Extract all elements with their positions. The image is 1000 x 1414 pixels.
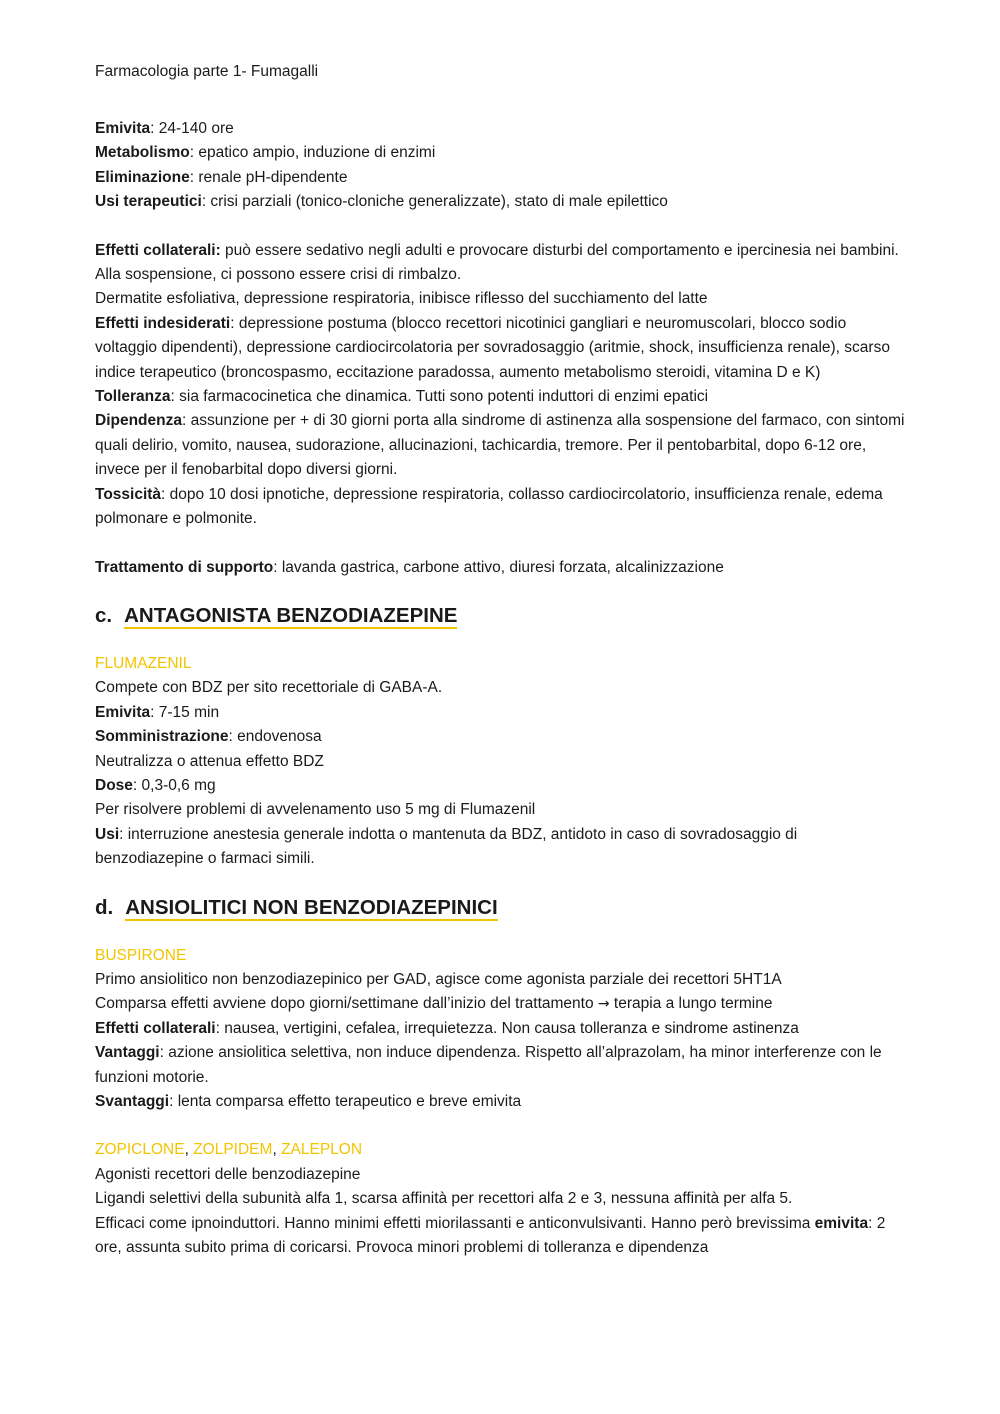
drug-name-zopiclone: ZOPICLONE (95, 1141, 185, 1159)
field-label: Vantaggi (95, 1044, 160, 1062)
field-value: : 24-140 ore (150, 120, 234, 137)
field-label: Somministrazione (95, 728, 229, 746)
emivita-line (95, 117, 905, 141)
field-value: : azione ansiolitica selettiva, non induce dipendenza. Rispetto all’alprazolam, ha minor interferenze con le funzioni motorie. (95, 1044, 882, 1086)
field-value: : crisi parziali (tonico-cloniche generalizzate), stato di male epilettico (201, 193, 668, 211)
section-heading-d (95, 894, 905, 922)
field-label: Tolleranza (95, 388, 171, 406)
trattamento-line (95, 556, 905, 580)
eliminazione-line (95, 166, 905, 190)
effetti-collaterali-paragraph (95, 239, 905, 288)
field-label: Svantaggi (95, 1093, 170, 1110)
efficaci-paragraph (95, 1212, 905, 1261)
primo-line: Primo ansiolitico non benzodiazepinico per GAD, agisce come agonista parziale dei recettori 5HT1A (95, 970, 782, 988)
section-title: ANSIOLITICI NON BENZODIAZEPINICI (125, 895, 498, 919)
drug-names-z-drugs (95, 1138, 905, 1162)
avvelenamento-line: Per risolvere problemi di avvelenamento uso 5 mg di Flumazenil (95, 801, 536, 819)
field-value: : interruzione anestesia generale indotta o mantenuta da BDZ, antidoto in caso di sovradosaggio di benzodiazepine o farmaci simili. (95, 825, 798, 868)
field-label: Emivita (95, 703, 151, 721)
comparsa-line (95, 992, 905, 1016)
dipendenza-paragraph (95, 409, 905, 482)
field-label: Tossicità (95, 485, 162, 503)
field-label: Usi terapeutici (95, 193, 202, 211)
comparsa-text: Comparsa effetti avviene dopo giorni/settimane dall’inizio del trattamento (95, 995, 598, 1013)
comparsa-text-end: terapia a lungo termine (609, 995, 773, 1013)
svantaggi-line (95, 1090, 905, 1114)
field-value: : dopo 10 dosi ipnotiche, depressione respiratoria, collasso cardiocircolatorio, insufficienza renale, edema polmonare e polmonite. (95, 485, 883, 528)
emivita-line (95, 701, 905, 725)
section-letter: c. (95, 603, 113, 627)
somministrazione-line (95, 725, 905, 749)
field-value: : renale pH-dipendente (189, 168, 348, 186)
field-label: Trattamento di supporto (95, 558, 274, 576)
field-label: Effetti collaterali (95, 1019, 216, 1037)
field-value: : nausea, vertigini, cefalea, irrequietezza. Non causa tolleranza e sindrome astinenza (215, 1019, 799, 1037)
effetti-collaterali-line (95, 1017, 905, 1041)
section-letter: d. (95, 895, 114, 919)
separator: , (272, 1141, 282, 1159)
tossicita-paragraph (95, 483, 905, 532)
drug-name-zaleplon: ZALEPLON (281, 1141, 363, 1159)
agonisti-line: Agonisti recettori delle benzodiazepine (95, 1165, 361, 1183)
vantaggi-paragraph (95, 1041, 905, 1090)
field-value: : 0,3-0,6 mg (132, 776, 216, 794)
drug-name-flumazenil: FLUMAZENIL (95, 654, 192, 672)
ligandi-line: Ligandi selettivi della subunità alfa 1, scarsa affinità per recettori alfa 2 e 3, nessuna affinità per alfa 5. (95, 1190, 793, 1208)
field-label: Eliminazione (95, 168, 190, 186)
field-label: Dipendenza (95, 412, 182, 430)
field-label: Emivita (95, 120, 151, 137)
field-value: : 2 ore, assunta subito prima di coricarsi. Provoca minori problemi di tolleranza e dipendenza (95, 1214, 886, 1257)
field-value: : depressione postuma (blocco recettori nicotinici gangliari e neuromuscolari, blocco sodio voltaggio dipendenti), depressione cardiocircolatoria per sovradosaggio (aritmie, shock, insufficienza renale), scarso indice terapeutico (broncospasmo, eccitazione paradossa, aumento metabolismo steroidi, vitamina D e K) (95, 314, 890, 381)
field-label: Effetti indesiderati (95, 314, 231, 332)
field-value: : 7-15 min (150, 703, 220, 721)
field-label: Usi (95, 825, 120, 843)
drug-name-zolpidem: ZOLPIDEM (193, 1141, 273, 1159)
field-label: Effetti collaterali: (95, 241, 221, 259)
neutralizza-line: Neutralizza o attenua effetto BDZ (95, 752, 324, 770)
field-value: può essere sedativo negli adulti e provocare disturbi del comportamento e ipercinesia nei bambini. Alla sospensione, ci possono essere crisi di rimbalzo. (95, 241, 899, 284)
field-value: : epatico ampio, induzione di enzimi (189, 144, 436, 162)
metabolismo-line (95, 141, 905, 165)
field-value: : lavanda gastrica, carbone attivo, diuresi forzata, alcalinizzazione (273, 558, 724, 576)
usi-terapeutici-line (95, 190, 905, 214)
field-label: Metabolismo (95, 144, 190, 162)
field-value: : endovenosa (228, 728, 322, 746)
right-arrow-icon: → (597, 996, 610, 1013)
dermatite-line: Dermatite esfoliativa, depressione respiratoria, inibisce riflesso del succhiamento del latte (95, 290, 708, 308)
efficaci-text: Efficaci come ipnoinduttori. Hanno minimi effetti miorilassanti e anticonvulsivanti. Hanno però brevissima (95, 1214, 815, 1232)
usi-paragraph (95, 823, 905, 872)
field-label: Dose (95, 776, 133, 794)
field-value: : sia farmacocinetica che dinamica. Tutti sono potenti induttori di enzimi epatici (170, 388, 709, 406)
drug-name-buspirone: BUSPIRONE (95, 946, 187, 964)
document-page (95, 60, 905, 1260)
field-value: : assunzione per + di 30 giorni porta alla sindrome di astinenza alla sospensione del farmaco, con sintomi quali delirio, vomito, nausea, sudorazione, allucinazioni, tachicardia, tremore. Per il pentobarbital, dopo 6-12 ore, invece per il fenobarbital dopo diversi giorni. (95, 412, 905, 479)
separator: , (184, 1141, 194, 1159)
field-label: emivita (814, 1214, 869, 1232)
effetti-indesiderati-paragraph (95, 312, 905, 385)
dose-line (95, 774, 905, 798)
field-value: : lenta comparsa effetto terapeutico e breve emivita (169, 1093, 522, 1110)
section-heading-c (95, 602, 905, 630)
section-title: ANTAGONISTA BENZODIAZEPINE (124, 603, 458, 627)
tolleranza-line (95, 385, 905, 409)
document-header: Farmacologia parte 1- Fumagalli (95, 63, 319, 80)
compete-line: Compete con BDZ per sito recettoriale di GABA-A. (95, 679, 443, 697)
